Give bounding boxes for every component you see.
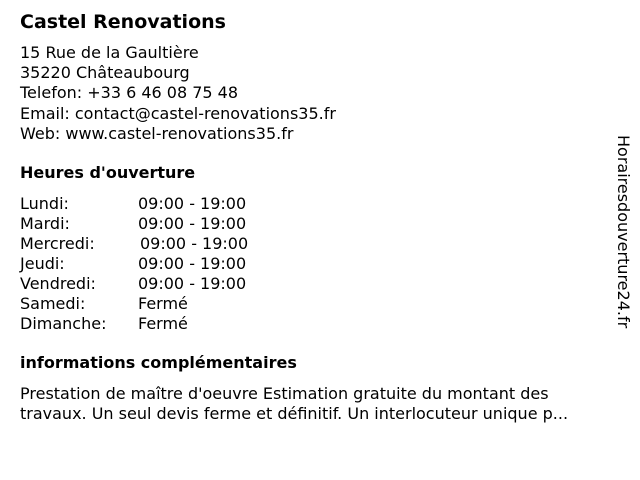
time-value: 09:00 - 19:00 (138, 254, 247, 273)
web-line[interactable]: Web: www.castel-renovations35.fr (20, 123, 294, 143)
email-line[interactable]: Email: contact@castel-renovations35.fr (20, 103, 336, 123)
address-street: 15 Rue de la Gaultière (20, 43, 199, 62)
contact-block (20, 43, 336, 144)
time-value: Fermé (138, 294, 188, 313)
day-label: Vendredi: (20, 274, 96, 293)
time-value: 09:00 - 19:00 (138, 194, 247, 213)
day-label: Dimanche: (20, 314, 107, 333)
time-value: 09:00 - 19:00 (138, 214, 247, 233)
description-text (20, 384, 620, 424)
day-label: Mardi: (20, 214, 70, 233)
time-value: Fermé (138, 314, 188, 333)
day-label: Jeudi: (20, 254, 65, 273)
opening-hours-heading: Heures d'ouverture (20, 163, 196, 182)
day-label: Lundi: (20, 194, 69, 213)
business-name: Castel Renovations (20, 11, 226, 33)
additional-info-heading: informations complémentaires (20, 353, 297, 372)
description-line: travaux. Un seul devis ferme et définitif. Un interlocuteur unique p... (20, 404, 569, 423)
phone-line[interactable]: Telefon: +33 6 46 08 75 48 (20, 83, 239, 103)
day-label: Samedi: (20, 294, 86, 313)
description-line: Prestation de maître d'oeuvre Estimation gratuite du montant des (20, 384, 549, 403)
time-value: 09:00 - 19:00 (138, 274, 247, 293)
address-city: 35220 Châteaubourg (20, 63, 190, 83)
day-label: Mercredi: (20, 234, 95, 253)
time-value: 09:00 - 19:00 (140, 234, 249, 253)
watermark-text: Horairesdouverture24.fr (614, 135, 633, 329)
